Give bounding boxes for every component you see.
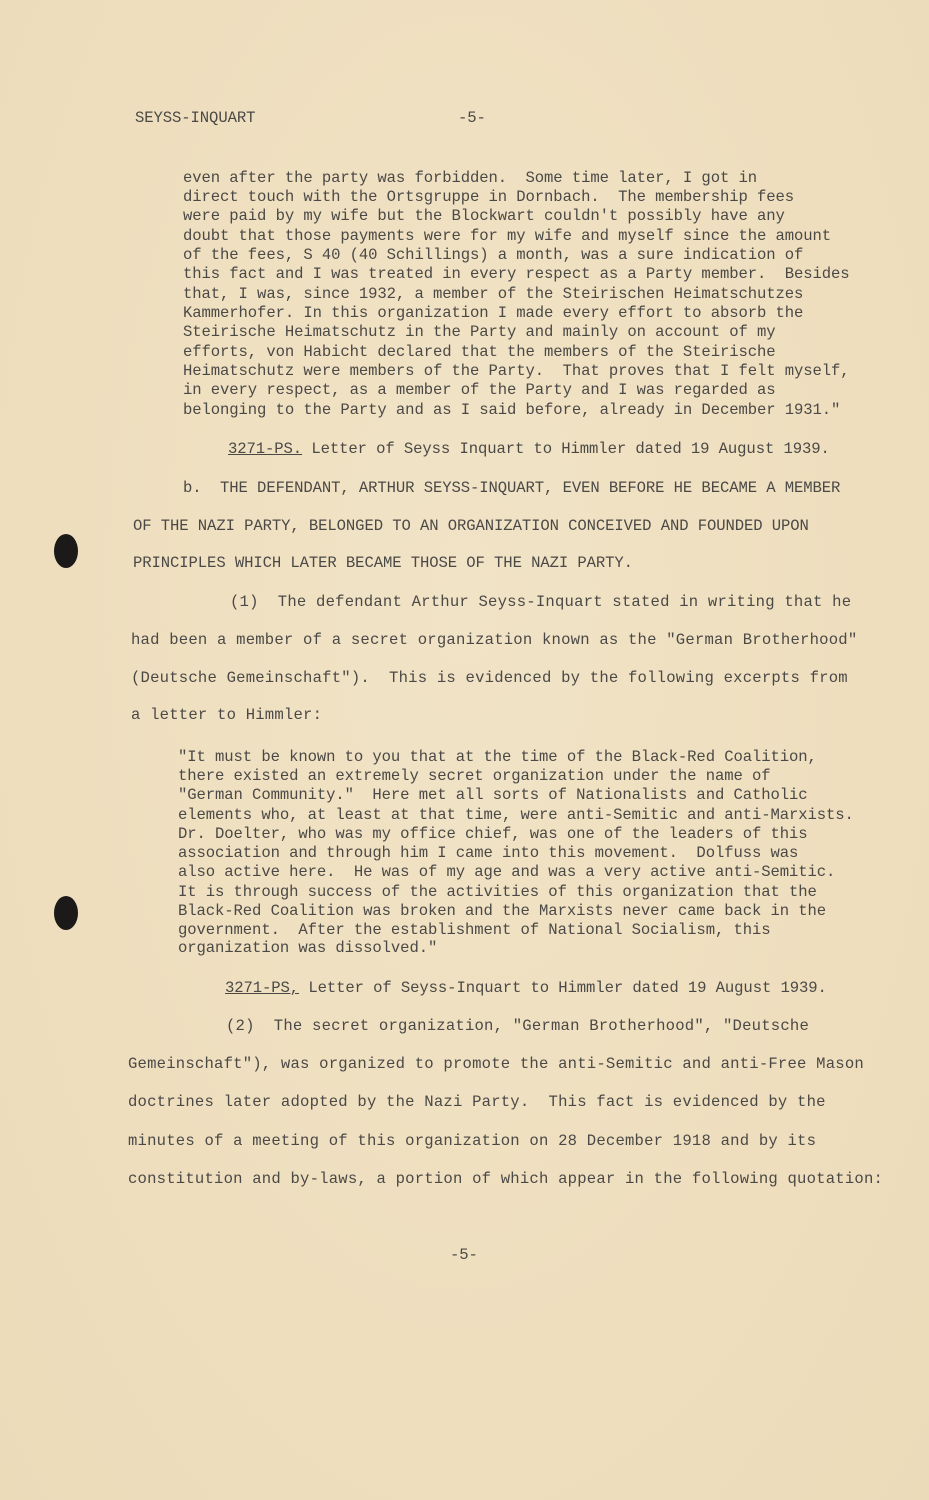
text-line: minutes of a meeting of this organization on 28 December 1918 and by its bbox=[128, 1132, 817, 1150]
citation-text: Letter of Seyss Inquart to Himmler dated 19 August 1939. bbox=[302, 440, 830, 458]
text-line: constitution and by-laws, a portion of which appear in the following quotation: bbox=[128, 1170, 884, 1188]
text-line: doctrines later adopted by the Nazi Party. This fact is evidenced by the bbox=[128, 1093, 826, 1111]
text-line: OF THE NAZI PARTY, BELONGED TO AN ORGANIZATION CONCEIVED AND FOUNDED UPON bbox=[133, 517, 809, 535]
text-line: even after the party was forbidden. Some time later, I got in bbox=[183, 169, 757, 187]
text-line: association and through him I came into this movement. Dolfuss was bbox=[178, 844, 799, 862]
header-title: SEYSS-INQUART bbox=[135, 109, 256, 127]
text-line: a letter to Himmler: bbox=[131, 706, 323, 724]
citation-text: Letter of Seyss-Inquart to Himmler dated 19 August 1939. bbox=[299, 979, 827, 997]
text-line: this fact and I was treated in every respect as a Party member. Besides bbox=[183, 265, 850, 283]
citation-ref: 3271-PS. bbox=[228, 440, 303, 458]
text-line: PRINCIPLES WHICH LATER BECAME THOSE OF THE NAZI PARTY. bbox=[133, 554, 633, 572]
text-line: (2) The secret organization, "German Brotherhood", "Deutsche bbox=[226, 1017, 810, 1035]
text-line: (1) The defendant Arthur Seyss-Inquart stated in writing that he bbox=[230, 593, 852, 611]
text-line: organization was dissolved." bbox=[178, 939, 438, 957]
text-line: in every respect, as a member of the Party and I was regarded as bbox=[183, 381, 776, 399]
punch-hole bbox=[54, 534, 78, 568]
text-line: Kammerhofer. In this organization I made every effort to absorb the bbox=[183, 304, 804, 322]
text-line: had been a member of a secret organization known as the "German Brotherhood" bbox=[131, 631, 858, 649]
text-line: "It must be known to you that at the time of the Black-Red Coalition, bbox=[178, 748, 817, 766]
text-line: doubt that those payments were for my wife and myself since the amount bbox=[183, 227, 832, 245]
punch-hole bbox=[54, 896, 78, 930]
text-line: elements who, at least at that time, were anti-Semitic and anti-Marxists. bbox=[178, 806, 854, 824]
text-line: Gemeinschaft"), was organized to promote the anti-Semitic and anti-Free Mason bbox=[128, 1055, 864, 1073]
text-line: belonging to the Party and as I said before, already in December 1931." bbox=[183, 401, 841, 419]
text-line: that, I was, since 1932, a member of the Steirischen Heimatschutzes bbox=[183, 285, 804, 303]
text-line: "German Community." Here met all sorts of Nationalists and Catholic bbox=[178, 786, 808, 804]
text-line: Black-Red Coalition was broken and the Marxists never came back in the bbox=[178, 902, 827, 920]
text-line: Heimatschutz were members of the Party. That proves that I felt myself, bbox=[183, 362, 850, 380]
text-line: of the fees, S 40 (40 Schillings) a month, was a sure indication of bbox=[183, 246, 804, 264]
footer-page-number: -5- bbox=[450, 1246, 478, 1264]
citation-2 bbox=[225, 979, 827, 997]
text-line: (Deutsche Gemeinschaft"). This is evidenced by the following excerpts from bbox=[131, 669, 848, 687]
header-page-number: -5- bbox=[458, 109, 486, 127]
citation-1 bbox=[228, 440, 830, 458]
text-line: also active here. He was of my age and was a very active anti-Semitic. bbox=[178, 863, 836, 881]
text-line: government. After the establishment of National Socialism, this bbox=[178, 921, 771, 939]
text-line: there existed an extremely secret organization under the name of bbox=[178, 767, 771, 785]
text-line: b. THE DEFENDANT, ARTHUR SEYSS-INQUART, EVEN BEFORE HE BECAME A MEMBER bbox=[183, 479, 841, 497]
text-line: Dr. Doelter, who was my office chief, was one of the leaders of this bbox=[178, 825, 808, 843]
text-line: were paid by my wife but the Blockwart couldn't possibly have any bbox=[183, 207, 785, 225]
text-line: direct touch with the Ortsgruppe in Dornbach. The membership fees bbox=[183, 188, 795, 206]
citation-ref: 3271-PS, bbox=[225, 979, 300, 997]
text-line: efforts, von Habicht declared that the members of the Steirische bbox=[183, 343, 776, 361]
text-line: It is through success of the activities of this organization that the bbox=[178, 883, 817, 901]
text-line: Steirische Heimatschutz in the Party and mainly on account of my bbox=[183, 323, 776, 341]
